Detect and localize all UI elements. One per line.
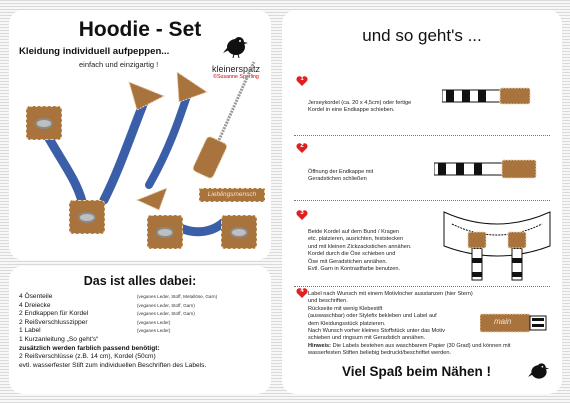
mini-label-illustration: [480, 312, 550, 338]
eyelet-tag: [147, 215, 183, 249]
hint-label: Hinweis:: [308, 342, 332, 349]
zipper: [219, 62, 254, 140]
eyelet-tag: [69, 200, 105, 234]
mini-label-text: main: [494, 317, 512, 326]
step-2-text: Öffnung der Endkappe mit Geradstichen schließen: [308, 169, 374, 183]
step-4-text: Label nach Wunsch mit einem Motivlocher ausstanzen (hier Stern) und beschriften. Rückseite mit wenig Klebestift (auswaschbar) oder Stylefix bekleben und Label auf dem Kleidungsstück platzieren. Nach Wunsch vorher kleines Stoffstück unter das Motiv schieben und ringsum mit Geradstich annähen. Hinweis: Die Labels bestehen aus waschbarem Papier (30 Grad) und können mit wasserfesten Stiften beliebig bedruckt/beschriftet werden.: [308, 291, 511, 357]
set-panel: [9, 10, 271, 260]
list-item: zusätzlich werden farblich passend benötigt:: [19, 344, 160, 352]
step-1-text: Jerseykordel (ca. 20 x 4,5cm) oder fertige Kordel in eine Endkappe schieben.: [308, 100, 412, 114]
howto-title: und so geht's ...: [362, 26, 482, 45]
list-item: 4 Dreiecke (veganes Leder, Stoff, Garn): [19, 301, 195, 309]
cord-endcap-closed-illustration: [434, 158, 539, 180]
heart-icon: 3: [296, 208, 308, 220]
sparrow-icon: [528, 360, 550, 382]
set-tagline: einfach und einzigartig !: [79, 60, 159, 69]
eyelet: [35, 118, 53, 129]
brand-name: kleinerspatz: [211, 64, 261, 74]
contents-panel: [9, 266, 271, 394]
cord: [149, 90, 189, 185]
list-item: 2 Reißverschlusszipper (veganes Leder): [19, 318, 171, 326]
contents-title: Das ist alles dabei:: [83, 274, 197, 288]
cord-endcap-illustration: [442, 86, 532, 106]
divider: [294, 135, 550, 136]
brand-copyright: ©Susanne Sperling: [213, 74, 259, 80]
eyelet: [230, 227, 248, 238]
set-title: Hoodie - Set: [78, 18, 202, 41]
heart-icon: 2: [296, 141, 308, 153]
eyelet: [156, 227, 174, 238]
howto-footer: Viel Spaß beim Nähen !: [342, 364, 492, 379]
collar-illustration: [442, 206, 552, 284]
list-item: 1 Kurzanleitung „So geht's“: [19, 335, 99, 343]
leather-label: Lieblingsmensch: [199, 188, 265, 202]
triangle-tag: [177, 72, 207, 102]
eyelet-tag: [26, 106, 62, 140]
eyelet: [78, 212, 96, 223]
list-item: 2 Endkappen für Kordel (veganes Leder, Stoff, Garn): [19, 310, 195, 318]
contents-list: [19, 293, 267, 370]
divider: [294, 200, 550, 201]
list-item: 2 Reißverschlüsse (z.B. 14 cm), Kordel (50cm): [19, 353, 156, 361]
list-item: 4 Ösenteile (veganes Leder, Stoff, Metallöse, Garn): [19, 293, 218, 300]
step-3-text: Beide Kordel auf dem Bund / Kragen etc. platzieren, ausrichten, feststecken und mit kleinen Zickzackstichen annähen. Kordel durch die Öse schieben und Öse mit Geradstichen annähen. Evtl. Garn in Kontrastfarbe benutzen.: [308, 229, 412, 273]
list-item: evtl. wasserfester Stift zum individuellen Beschriften des Labels.: [19, 361, 207, 369]
heart-icon: 4: [296, 286, 308, 298]
heart-icon: 1: [296, 74, 308, 86]
zipper-pull: [192, 136, 228, 180]
cord: [104, 102, 144, 200]
divider: [294, 286, 550, 287]
set-subtitle: Kleidung individuell aufpeppen...: [19, 46, 170, 57]
list-item: 1 Label (veganes Leder): [19, 327, 171, 335]
triangle-tag: [137, 188, 167, 210]
eyelet-tag: [221, 215, 257, 249]
howto-panel: [282, 10, 562, 394]
